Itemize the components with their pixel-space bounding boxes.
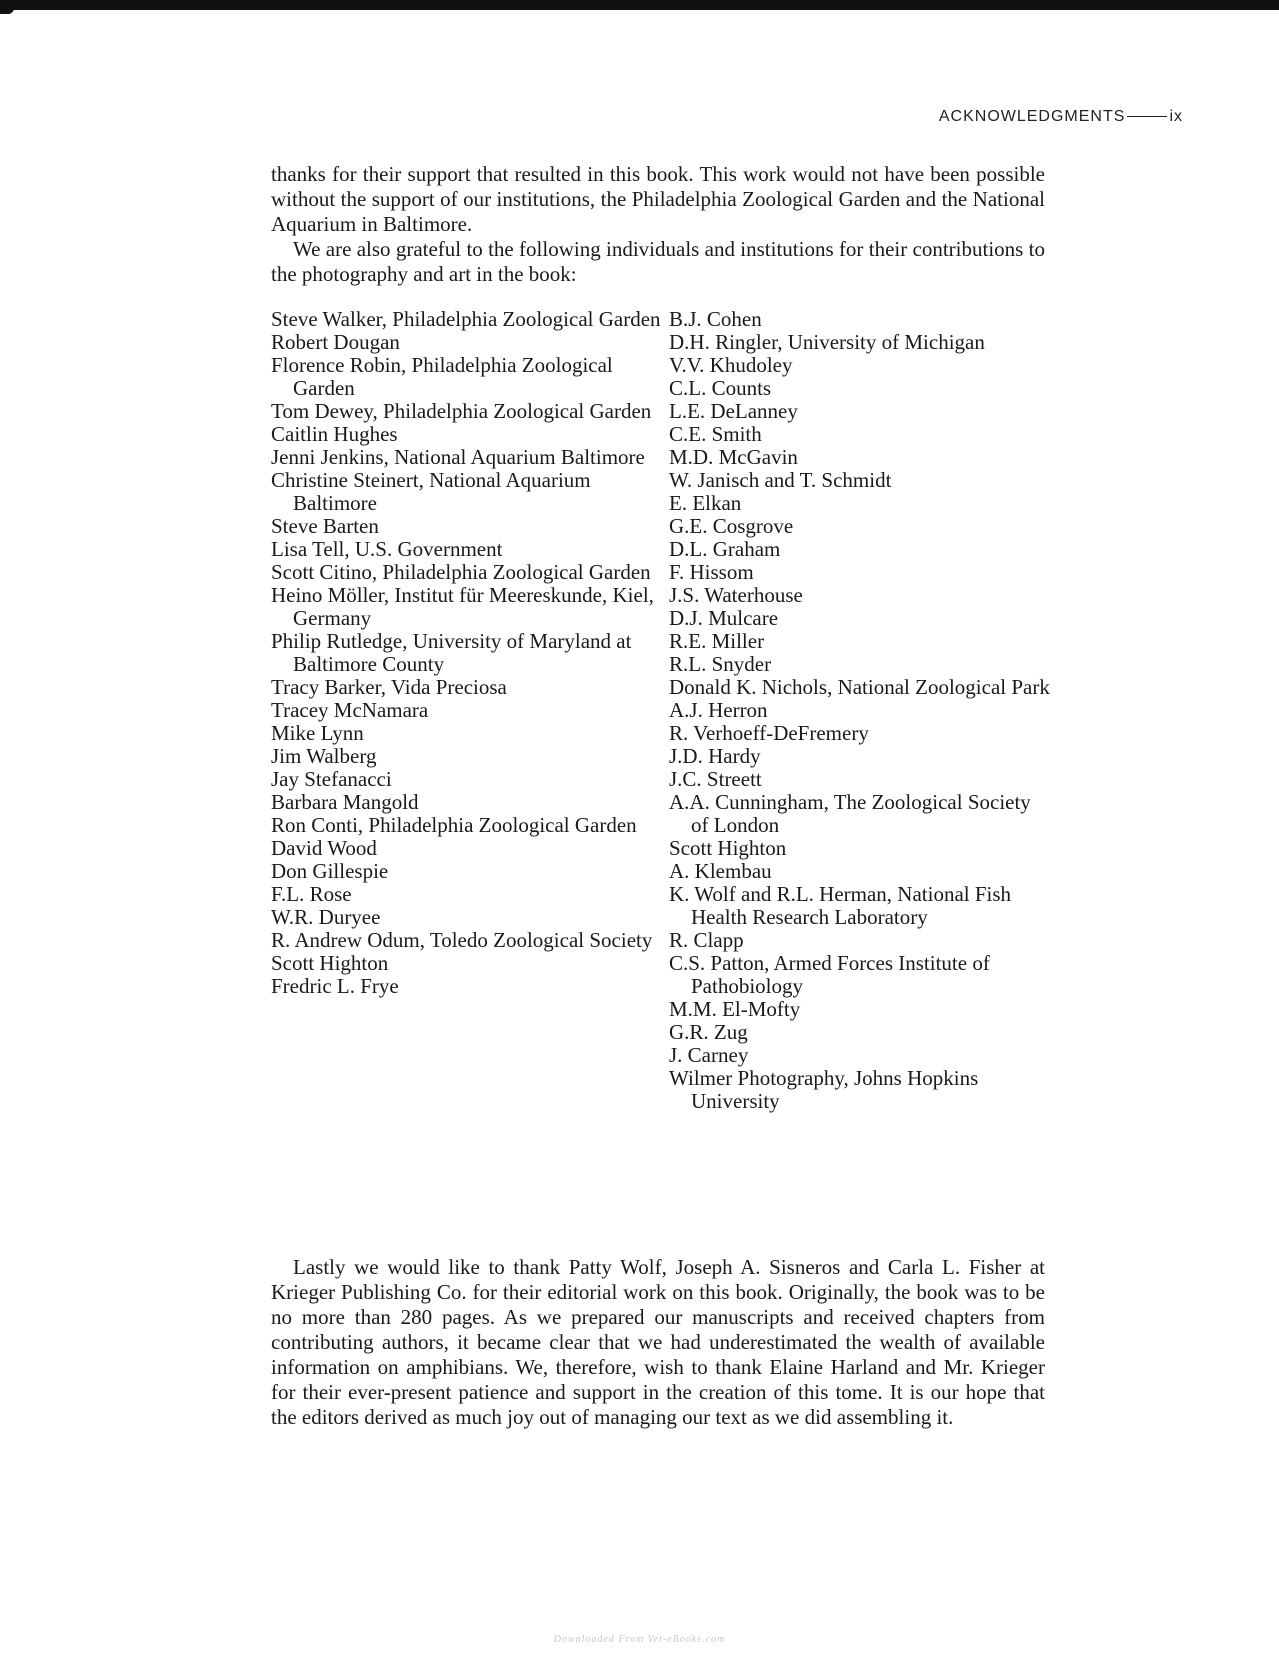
credit-entry: Jay Stefanacci	[271, 767, 392, 791]
top-border-rule	[0, 0, 1279, 10]
credit-entry: D.J. Mulcare	[669, 606, 779, 630]
credit-entry: K. Wolf and R.L. Herman, National Fish Health Research Laboratory	[669, 882, 1012, 929]
credit-entry: G.R. Zug	[669, 1020, 748, 1044]
credit-entry: C.E. Smith	[669, 422, 762, 446]
credit-entry: R.E. Miller	[669, 629, 765, 653]
credit-entry: Fredric L. Frye	[271, 974, 399, 998]
credit-entry: A.J. Herron	[669, 698, 768, 722]
credit-entry: Jenni Jenkins, National Aquarium Baltimore	[271, 445, 645, 469]
credit-entry: Tom Dewey, Philadelphia Zoological Garden	[271, 399, 652, 423]
credit-entry: B.J. Cohen	[669, 307, 762, 331]
credit-entry: M.M. El-Mofty	[669, 997, 801, 1021]
credit-entry: Scott Highton	[669, 836, 787, 860]
credit-entry: C.S. Patton, Armed Forces Institute of Pathobiology	[669, 951, 990, 998]
credit-entry: Heino Möller, Institut für Meereskunde, Kiel, Germany	[271, 583, 654, 630]
intro-text	[271, 162, 1045, 287]
credit-entry: F. Hissom	[669, 560, 754, 584]
credit-entry: C.L. Counts	[669, 376, 772, 400]
credits-right-column	[669, 308, 1051, 1113]
credits-list	[271, 308, 1051, 1113]
credit-entry: R. Andrew Odum, Toledo Zoological Society	[271, 928, 653, 952]
credit-entry: F.L. Rose	[271, 882, 352, 906]
credit-entry: Tracy Barker, Vida Preciosa	[271, 675, 507, 699]
credit-entry: Don Gillespie	[271, 859, 389, 883]
credit-entry: M.D. McGavin	[669, 445, 798, 469]
credit-entry: Lisa Tell, U.S. Government	[271, 537, 503, 561]
credit-entry: D.H. Ringler, University of Michigan	[669, 330, 985, 354]
closing-paragraph: Lastly we would like to thank Patty Wolf, Joseph A. Sisneros and Carla L. Fisher at Krieger Publishing Co. for their editorial work on this book. Originally, the book was to be no more than 280 pages. As we prepared our manuscripts and received chapters from contributing authors, it became clear that we had underestimated the wealth of available information on amphibians. We, therefore, wish to thank Elaine Harland and Mr. Krieger for their ever-present patience and support in the creation of this tome. It is our hope that the editors derived as much joy out of managing our text as we did assembling it.	[271, 1255, 1045, 1429]
page-number: ix	[1169, 108, 1183, 125]
closing-text	[271, 1255, 1045, 1430]
credit-entry: Jim Walberg	[271, 744, 377, 768]
credit-entry: Steve Walker, Philadelphia Zoological Garden	[271, 307, 661, 331]
credit-entry: Tracey McNamara	[271, 698, 429, 722]
credit-entry: Caitlin Hughes	[271, 422, 398, 446]
credit-entry: Florence Robin, Philadelphia Zoological Garden	[271, 353, 613, 400]
credit-entry: Wilmer Photography, Johns Hopkins University	[669, 1066, 979, 1113]
credit-entry: Scott Highton	[271, 951, 389, 975]
running-head-label: ACKNOWLEDGMENTS	[938, 108, 1126, 125]
credit-entry: Robert Dougan	[271, 330, 400, 354]
credit-entry: Steve Barten	[271, 514, 379, 538]
credit-entry: Scott Citino, Philadelphia Zoological Garden	[271, 560, 651, 584]
credit-entry: W. Janisch and T. Schmidt	[669, 468, 892, 492]
credit-entry: J.C. Streett	[669, 767, 762, 791]
credit-entry: G.E. Cosgrove	[669, 514, 794, 538]
credit-entry: D.L. Graham	[669, 537, 781, 561]
credits-left-column	[271, 308, 669, 1113]
footer-watermark: Downloaded From Vet-eBooks.com	[553, 1634, 726, 1645]
credit-entry: R. Verhoeff-DeFremery	[669, 721, 869, 745]
credit-entry: Mike Lynn	[271, 721, 364, 745]
credit-entry: J.S. Waterhouse	[669, 583, 803, 607]
running-head	[939, 108, 1183, 126]
credit-entry: J. Carney	[669, 1043, 749, 1067]
credit-entry: A.A. Cunningham, The Zoological Society of London	[669, 790, 1031, 837]
credit-entry: R. Clapp	[669, 928, 744, 952]
credit-entry: Christine Steinert, National Aquarium Baltimore	[271, 468, 591, 515]
credit-entry: Ron Conti, Philadelphia Zoological Garden	[271, 813, 637, 837]
top-border-notch	[0, 8, 14, 14]
intro-paragraph-credits-lead: We are also grateful to the following individuals and institutions for their contributions to the photography and art in the book:	[271, 237, 1045, 286]
credit-entry: W.R. Duryee	[271, 905, 381, 929]
intro-paragraph-continued: thanks for their support that resulted in this book. This work would not have been possible without the support of our institutions, the Philadelphia Zoological Garden and the National Aquarium in Baltimore.	[271, 162, 1045, 236]
credit-entry: E. Elkan	[669, 491, 742, 515]
running-head-dash	[1127, 116, 1167, 117]
credit-entry: R.L. Snyder	[669, 652, 772, 676]
credit-entry: David Wood	[271, 836, 377, 860]
credit-entry: Donald K. Nichols, National Zoological Park	[669, 675, 1050, 699]
credit-entry: J.D. Hardy	[669, 744, 761, 768]
credit-entry: Philip Rutledge, University of Maryland at Baltimore County	[271, 629, 632, 676]
credit-entry: L.E. DeLanney	[669, 399, 798, 423]
credit-entry: V.V. Khudoley	[669, 353, 793, 377]
credit-entry: A. Klembau	[669, 859, 772, 883]
credit-entry: Barbara Mangold	[271, 790, 419, 814]
